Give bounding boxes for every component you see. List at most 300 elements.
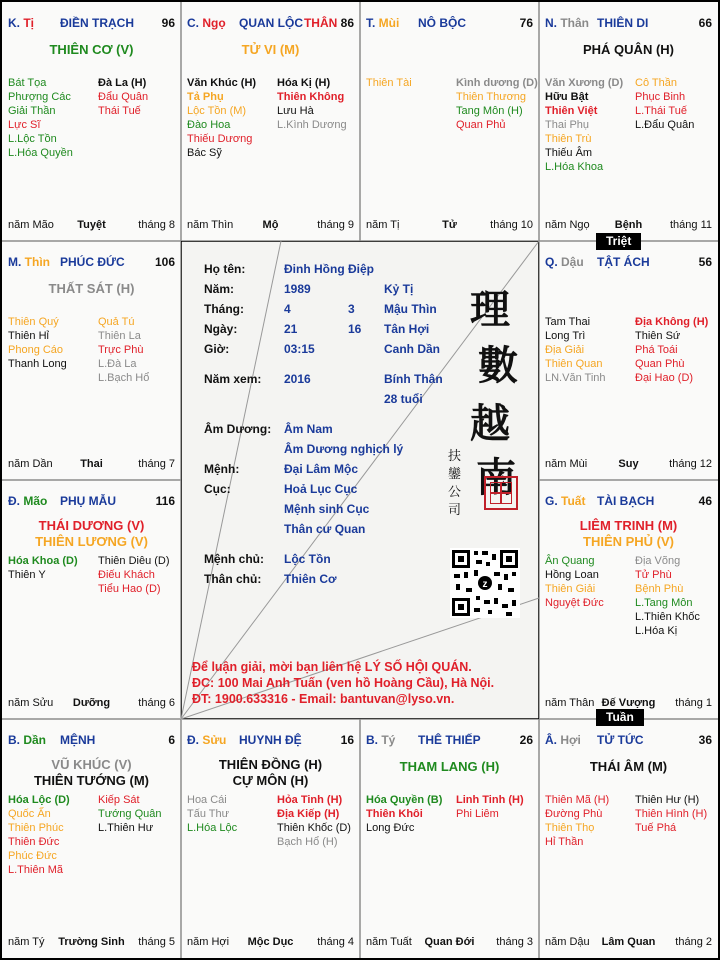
- main-star: THIÊN LƯƠNG (V): [35, 534, 148, 549]
- palace-year: năm Hợi: [187, 936, 230, 948]
- minor-star: Thiên Diêu (D): [98, 555, 170, 567]
- minor-star: Thiên Y: [8, 569, 46, 581]
- menhchu-value: Lộc Tồn: [284, 552, 331, 566]
- palace-cell[interactable]: [539, 719, 718, 958]
- minor-star: Thiên Không: [277, 91, 345, 103]
- palace-name: ĐIỀN TRẠCH: [60, 16, 134, 30]
- minor-star: Bạch Hổ (H): [277, 836, 338, 848]
- palace-header: [545, 733, 712, 747]
- minor-stars-right: [277, 76, 347, 132]
- calligraphy-char-1: 理: [470, 286, 510, 333]
- month-value: 4: [284, 302, 291, 316]
- palace-name: TÀI BẠCH: [597, 494, 655, 508]
- palace-header: [8, 733, 175, 747]
- tuan-tag: Tuần: [596, 709, 644, 726]
- amduong-value: Âm Nam: [284, 422, 333, 436]
- palace-position: [545, 494, 585, 508]
- palace-cell[interactable]: [539, 2, 718, 241]
- minor-star: L.Kình Dương: [277, 119, 347, 131]
- day-label: Ngày:: [204, 322, 238, 336]
- palace-position: [366, 16, 399, 30]
- palace-number: [155, 255, 175, 269]
- palace-stage: Suy: [618, 458, 639, 470]
- minor-stars-right: [456, 793, 524, 821]
- palace-month: tháng 12: [669, 458, 712, 470]
- main-star: THÁI ÂM (M): [589, 759, 668, 774]
- minor-stars-right: [635, 554, 700, 638]
- minor-star: Hóa Lộc (D): [8, 794, 70, 806]
- palace-footer: [366, 936, 533, 950]
- palace-year: năm Thìn: [187, 219, 234, 231]
- minor-star: Hóa Khoa (D): [8, 555, 78, 567]
- minor-star: Hỉ Thần: [545, 836, 584, 848]
- minor-star: Ân Quang: [545, 555, 595, 567]
- menh-value: Đại Lâm Mộc: [284, 462, 359, 476]
- minor-star: Long Trì: [545, 330, 586, 342]
- palace-month: tháng 7: [138, 458, 175, 470]
- palace-branch: Mão: [23, 494, 48, 508]
- palace-name: TỬ TỨC: [597, 733, 644, 747]
- minor-star: Nguyệt Đức: [545, 597, 604, 609]
- minor-star: Lực Sĩ: [8, 119, 41, 131]
- palace-position: [545, 16, 589, 30]
- palace-stage: Lâm Quan: [601, 936, 656, 948]
- palace-position-prefix: K.: [8, 16, 24, 30]
- minor-stars-left: [545, 315, 606, 385]
- main-star: THẤT SÁT (H): [48, 281, 135, 296]
- minor-stars-left: [8, 76, 73, 160]
- palace-position: [8, 255, 50, 269]
- age-value: 28 tuổi: [384, 392, 423, 406]
- palace-number: [168, 733, 175, 747]
- year-label: Năm:: [204, 282, 235, 296]
- minor-stars-left: [8, 793, 70, 877]
- minor-star: Địa Giải: [545, 344, 585, 356]
- palace-branch: Ngọ: [202, 16, 226, 30]
- minor-stars-right: [98, 315, 149, 385]
- palace-number: [699, 733, 712, 747]
- palace-number: [341, 733, 354, 747]
- palace-position: [545, 255, 584, 269]
- palace-number: [156, 494, 175, 508]
- palace-position: [366, 733, 395, 747]
- palace-footer: [545, 936, 712, 950]
- minor-star: L.Lộc Tồn: [8, 133, 57, 145]
- minor-star: Phục Binh: [635, 91, 686, 103]
- minor-star: Hoa Cái: [187, 794, 227, 806]
- palace-stage: Thai: [80, 458, 103, 470]
- minor-star: L.Bạch Hổ: [98, 372, 150, 384]
- minor-star: Cô Thần: [635, 77, 677, 89]
- minor-star: Quốc Ấn: [8, 808, 51, 820]
- minor-star: Hóa Kị (H): [277, 77, 331, 89]
- palace-cell[interactable]: [2, 2, 181, 241]
- palace-year: năm Tý: [8, 936, 45, 948]
- minor-star: Bát Tọa: [8, 77, 47, 89]
- palace-footer: [8, 936, 175, 950]
- minor-star: Hồng Loan: [545, 569, 599, 581]
- palace-number-value: 16: [340, 733, 354, 747]
- palace-footer: [8, 458, 175, 472]
- palace-branch: Hợi: [560, 733, 581, 747]
- palace-header: [8, 494, 175, 508]
- palace-month: tháng 2: [675, 936, 712, 948]
- minor-star: Thiên Thọ: [545, 822, 595, 834]
- minor-star: Văn Xương (D): [545, 77, 624, 89]
- minor-stars-left: [366, 76, 412, 90]
- minor-star: L.Hóa Lộc: [187, 822, 238, 834]
- hour-value: 03:15: [284, 342, 315, 356]
- palace-position-prefix: B.: [366, 733, 382, 747]
- year-canchi: Kỷ Tị: [384, 282, 414, 296]
- minor-star: Thiên Tài: [366, 77, 412, 89]
- minor-stars-right: [98, 76, 148, 118]
- calligraphy-side-text: 扶鑾公司: [448, 449, 462, 518]
- palace-year: năm Dậu: [545, 936, 590, 948]
- hour-canchi: Canh Dần: [384, 342, 441, 356]
- month-label: Tháng:: [204, 302, 244, 316]
- hour-label: Giờ:: [204, 342, 230, 356]
- palace-number: [520, 16, 533, 30]
- main-star: THAM LANG (H): [399, 759, 500, 774]
- minor-star: L.Hóa Kị: [635, 625, 678, 637]
- minor-star: Thiên Thương: [456, 91, 527, 103]
- minor-stars-right: [635, 793, 707, 835]
- day-lunar: 16: [348, 322, 362, 336]
- minor-star: Đại Hao (D): [635, 372, 694, 384]
- minor-star: Trực Phù: [98, 344, 144, 356]
- palace-position-prefix: M.: [8, 255, 25, 269]
- view-year-canchi: Bính Thân: [384, 372, 443, 386]
- minor-star: LN.Văn Tinh: [545, 372, 606, 384]
- minor-stars-left: [545, 76, 623, 174]
- minor-star: Quan Phủ: [456, 119, 506, 131]
- palace-month: tháng 1: [675, 697, 712, 709]
- minor-star: Tả Phụ: [187, 91, 224, 103]
- minor-star: Quả Tú: [98, 316, 135, 328]
- main-star: THIÊN TƯỚNG (M): [33, 773, 150, 788]
- palace-cell[interactable]: [2, 241, 181, 480]
- day-value: 21: [284, 322, 298, 336]
- contact-line-1: Để luận giải, mời bạn liên hệ LÝ SỐ HỘI QUÁN.: [192, 660, 472, 674]
- palace-cell[interactable]: [360, 719, 539, 958]
- minor-star: Quan Phù: [635, 358, 685, 370]
- minor-star: Thiên Quan: [545, 358, 603, 370]
- minor-star: Thiên Mã (H): [545, 794, 610, 806]
- minor-stars-right: [277, 793, 351, 849]
- minor-star: Hữu Bật: [545, 91, 589, 103]
- minor-star: Giải Thần: [8, 105, 56, 117]
- minor-stars-left: [545, 793, 609, 849]
- palace-stage: Quan Đới: [424, 936, 475, 948]
- palace-number-value: 86: [340, 16, 354, 30]
- palace-month: tháng 9: [317, 219, 354, 231]
- minor-star: Thiên Quý: [8, 316, 59, 328]
- palace-year: năm Thân: [545, 697, 595, 709]
- view-year-value: 2016: [284, 372, 311, 386]
- palace-month: tháng 10: [490, 219, 533, 231]
- name-label: Họ tên:: [204, 262, 246, 276]
- palace-name: THIÊN DI: [597, 16, 649, 30]
- minor-star: Đường Phù: [545, 808, 603, 820]
- qr-code[interactable]: [450, 548, 520, 618]
- thanchu-label: Thân chủ:: [204, 572, 262, 586]
- minor-star: Đẩu Quân: [98, 91, 149, 103]
- palace-year: năm Mùi: [545, 458, 588, 470]
- palace-number: [304, 16, 354, 30]
- minor-star: Phi Liêm: [456, 808, 499, 820]
- palace-footer: [187, 219, 354, 233]
- main-star: LIÊM TRINH (M): [579, 518, 678, 533]
- triet-tag: Triệt: [596, 233, 641, 250]
- amduong-label: Âm Dương:: [204, 422, 272, 436]
- palace-position-prefix: Đ.: [8, 494, 24, 508]
- minor-star: Thiên Khốc (D): [277, 822, 351, 834]
- palace-stage: Tuyệt: [77, 219, 106, 231]
- minor-star: Tấu Thư: [187, 808, 230, 820]
- palace-number-value: 46: [698, 494, 712, 508]
- palace-name: TẬT ÁCH: [597, 255, 650, 269]
- palace-cell[interactable]: [2, 480, 181, 719]
- minor-star: Thiên Việt: [545, 105, 598, 117]
- palace-branch: Sửu: [202, 733, 227, 747]
- main-star: THIÊN ĐỒNG (H): [218, 757, 323, 772]
- palace-position-prefix: N.: [545, 16, 561, 30]
- minor-star: Đào Hoa: [187, 119, 231, 131]
- palace-year: năm Sửu: [8, 697, 54, 709]
- main-star: PHÁ QUÂN (H): [583, 42, 674, 57]
- palace-position: [187, 16, 226, 30]
- minor-star: Địa Võng: [635, 555, 681, 567]
- minor-star: L.Hóa Khoa: [545, 161, 604, 173]
- than-note: Thân cư Quan: [284, 522, 366, 536]
- palace-position-prefix: Đ.: [187, 733, 203, 747]
- palace-cell[interactable]: [539, 480, 718, 719]
- palace-header: [366, 733, 533, 747]
- minor-star: Phúc Đức: [8, 850, 57, 862]
- minor-star: Lưu Hà: [277, 105, 314, 117]
- name-value: Đinh Hồng Điệp: [284, 262, 374, 276]
- palace-header: [545, 16, 712, 30]
- palace-year: năm Ngọ: [545, 219, 590, 231]
- palace-cell[interactable]: [2, 719, 181, 958]
- minor-star: Thiên Trù: [545, 133, 592, 145]
- palace-number-value: 26: [519, 733, 533, 747]
- palace-number-value: 106: [154, 255, 175, 269]
- palace-number-value: 116: [155, 494, 175, 508]
- minor-star: Long Đức: [366, 822, 415, 834]
- palace-year: năm Mão: [8, 219, 54, 231]
- palace-month: tháng 6: [138, 697, 175, 709]
- minor-stars-left: [8, 315, 67, 371]
- palace-branch: Tị: [23, 16, 35, 30]
- palace-stage: Trường Sinh: [58, 936, 125, 948]
- minor-star: L.Thái Tuế: [635, 105, 687, 117]
- minor-star: Thiên La: [98, 330, 141, 342]
- palace-number: [162, 16, 175, 30]
- minor-stars-left: [366, 793, 442, 835]
- view-year-label: Năm xem:: [204, 372, 262, 386]
- minor-star: Tử Phù: [635, 569, 672, 581]
- palace-stage: Dưỡng: [72, 697, 111, 709]
- minor-star: Thai Phụ: [545, 119, 590, 131]
- main-star: CỰ MÔN (H): [232, 773, 309, 788]
- minor-star: Thiên Đức: [8, 836, 60, 848]
- minor-star: Phong Cáo: [8, 344, 64, 356]
- palace-footer: [545, 219, 712, 233]
- palace-footer: [366, 219, 533, 233]
- palace-number-value: 96: [161, 16, 175, 30]
- minor-star: Thiên Sứ: [635, 330, 681, 342]
- minor-star: Tiểu Hao (D): [98, 583, 161, 595]
- minor-star: Hỏa Tinh (H): [277, 794, 343, 806]
- palace-branch: Tuất: [561, 494, 586, 508]
- minor-star: Thiên Phúc: [8, 822, 64, 834]
- palace-position: [545, 733, 581, 747]
- minor-star: Tuế Phá: [635, 822, 677, 834]
- main-star: TỬ VI (M): [241, 42, 300, 57]
- cuc-note: Mệnh sinh Cục: [284, 502, 370, 516]
- minor-star: Đà La (H): [98, 77, 147, 89]
- minor-star: Phượng Các: [8, 91, 71, 103]
- month-canchi: Mậu Thìn: [384, 302, 437, 316]
- palace-header: [545, 494, 712, 508]
- svg-text:z: z: [482, 579, 488, 590]
- palace-header: [8, 16, 175, 30]
- calligraphy-char-4: 南: [476, 454, 516, 501]
- palace-number: [699, 16, 712, 30]
- palace-month: tháng 11: [669, 219, 712, 231]
- palace-month: tháng 3: [496, 936, 533, 948]
- palace-stage: Mộ: [262, 219, 279, 231]
- minor-star: Linh Tinh (H): [456, 794, 524, 806]
- minor-stars-right: [98, 554, 170, 596]
- minor-star: Tang Môn (H): [456, 105, 523, 117]
- palace-footer: [187, 936, 354, 950]
- minor-star: Kiếp Sát: [98, 794, 140, 806]
- palace-name: MỆNH: [60, 733, 96, 747]
- palace-branch: Tý: [381, 733, 396, 747]
- palace-branch: Mùi: [378, 16, 400, 30]
- minor-star: Điếu Khách: [98, 569, 155, 581]
- minor-stars-left: [187, 76, 256, 160]
- minor-stars-left: [187, 793, 237, 835]
- palace-name: PHÚC ĐỨC: [60, 255, 125, 269]
- minor-star: L.Tang Môn: [635, 597, 693, 609]
- palace-position: [187, 733, 226, 747]
- palace-year: năm Tị: [366, 219, 400, 231]
- palace-header: [545, 255, 712, 269]
- main-star: THIÊN PHỦ (V): [583, 534, 674, 549]
- palace-cell[interactable]: [181, 2, 360, 241]
- cuc-label: Cục:: [204, 482, 231, 496]
- contact-line-3[interactable]: ĐT: 1900.633316 - Email: bantuvan@lyso.vn.: [192, 692, 455, 706]
- palace-stage: Tử: [442, 219, 457, 231]
- palace-name: QUAN LỘC: [239, 16, 303, 30]
- palace-header: [187, 733, 354, 747]
- menhchu-label: Mệnh chủ:: [204, 552, 264, 566]
- minor-star: Thiếu Âm: [545, 147, 593, 159]
- palace-month: tháng 4: [317, 936, 354, 948]
- minor-stars-right: [456, 76, 538, 132]
- palace-number: [520, 733, 533, 747]
- palace-branch: Thân: [560, 16, 590, 30]
- thanchu-value: Thiên Cơ: [284, 572, 337, 586]
- palace-footer: [8, 697, 175, 711]
- palace-position-prefix: B.: [8, 733, 24, 747]
- main-star: VŨ KHÚC (V): [51, 757, 132, 772]
- body-marker: THÂN: [303, 16, 341, 30]
- minor-stars-right: [98, 793, 162, 835]
- palace-number-value: 76: [519, 16, 533, 30]
- palace-footer: [545, 458, 712, 472]
- minor-stars-left: [8, 554, 78, 582]
- palace-position: [8, 16, 34, 30]
- menh-label: Mệnh:: [204, 462, 240, 476]
- red-seal-stamp: [484, 476, 518, 510]
- palace-number-value: 66: [698, 16, 712, 30]
- main-star: THIÊN CƠ (V): [49, 42, 134, 57]
- minor-star: Thiên Hư (H): [635, 794, 700, 806]
- day-canchi: Tân Hợi: [384, 322, 430, 336]
- cuc-value: Hoả Lục Cục: [284, 482, 358, 496]
- year-value: 1989: [284, 282, 311, 296]
- minor-star: Bệnh Phù: [635, 583, 684, 595]
- calligraphy-char-3: 越: [470, 400, 510, 447]
- minor-star: Tướng Quân: [98, 808, 162, 820]
- palace-position-prefix: Â.: [545, 733, 561, 747]
- palace-year: năm Dần: [8, 458, 53, 470]
- minor-stars-right: [635, 76, 694, 132]
- palace-number-value: 36: [698, 733, 712, 747]
- palace-cell[interactable]: [539, 241, 718, 480]
- palace-number: [699, 494, 712, 508]
- minor-star: L.Hóa Quyền: [8, 147, 73, 159]
- minor-star: Thanh Long: [8, 358, 67, 370]
- minor-star: Lộc Tồn (M): [187, 105, 247, 117]
- palace-name: PHỤ MẪU: [60, 494, 116, 508]
- palace-month: tháng 8: [138, 219, 175, 231]
- main-star: THÁI DƯƠNG (V): [38, 518, 145, 533]
- minor-star: Thiên Khôi: [366, 808, 423, 820]
- palace-branch: Thìn: [24, 255, 50, 269]
- minor-star: Hóa Quyền (B): [366, 794, 443, 806]
- palace-cell[interactable]: [360, 2, 539, 241]
- minor-star: L.Đẩu Quân: [635, 119, 695, 131]
- palace-stage: Đế Vượng: [601, 697, 656, 709]
- minor-star: Tam Thai: [545, 316, 591, 328]
- palace-position-prefix: G.: [545, 494, 562, 508]
- palace-year: năm Tuất: [366, 936, 412, 948]
- palace-name: NÔ BỘC: [418, 16, 466, 30]
- minor-star: Thiên Hình (H): [635, 808, 708, 820]
- minor-star: L.Đà La: [98, 358, 137, 370]
- minor-star: Địa Kiếp (H): [277, 808, 340, 820]
- palace-header: [366, 16, 533, 30]
- palace-position: [8, 494, 47, 508]
- palace-branch: Dậu: [561, 255, 584, 269]
- palace-stage: Bệnh: [614, 219, 643, 231]
- palace-header: [8, 255, 175, 269]
- palace-month: tháng 5: [138, 936, 175, 948]
- minor-star: Văn Khúc (H): [187, 77, 257, 89]
- minor-star: L.Thiên Hư: [98, 822, 154, 834]
- palace-position-prefix: Q.: [545, 255, 562, 269]
- palace-position-prefix: C.: [187, 16, 203, 30]
- palace-cell[interactable]: [181, 719, 360, 958]
- minor-stars-left: [545, 554, 604, 610]
- calligraphy-char-2: 數: [478, 342, 518, 389]
